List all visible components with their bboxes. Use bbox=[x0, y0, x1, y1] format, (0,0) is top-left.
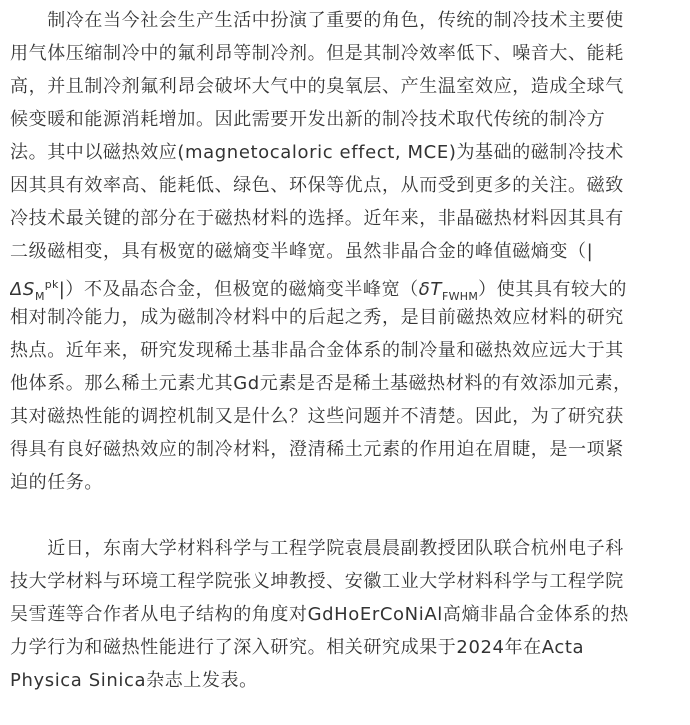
text-line: 力学行为和磁热性能进行了深入研究。相关研究成果于2024年在Acta bbox=[10, 637, 585, 658]
paragraph-background bbox=[10, 4, 686, 499]
delta-t-symbol: δT bbox=[418, 279, 442, 300]
subscript-m: M bbox=[34, 290, 45, 301]
text-line: 用气体压缩制冷中的氟利昂等制冷剂。但是其制冷效率低下、噪音大、能耗 bbox=[10, 43, 624, 64]
paragraph-research-news bbox=[10, 532, 686, 697]
text-line: 得具有良好磁热效应的制冷材料，澄清稀土元素的作用迫在眉睫，是一项紧 bbox=[10, 439, 624, 460]
delta-s-symbol: ΔS bbox=[10, 279, 35, 300]
text-line: 高，并且制冷剂氟利昂会破坏大气中的臭氧层、产生温室效应，造成全球气 bbox=[10, 76, 624, 97]
text-line: 法。其中以磁热效应(magnetocaloric effect, MCE)为基础的磁制冷技术 bbox=[10, 142, 624, 163]
text-line-with-formula bbox=[10, 268, 686, 301]
text-line: 冷技术最关键的部分在于磁热材料的选择。近年来，非晶磁热材料因其具有 bbox=[10, 208, 624, 229]
text-line: 迫的任务。 bbox=[10, 472, 103, 493]
text-line: 热点。近年来，研究发现稀土基非晶合金体系的制冷量和磁热效应远大于其 bbox=[10, 340, 624, 361]
article-body bbox=[10, 4, 686, 697]
subscript-fwhm: FWHM bbox=[441, 290, 479, 301]
text-line: 他体系。那么稀土元素尤其Gd元素是否是稀土基磁热材料的有效添加元素， bbox=[10, 373, 632, 394]
text-line: 技大学材料与环境工程学院张义坤教授、安徽工业大学材料科学与工程学院 bbox=[10, 571, 624, 592]
text-line: 二级磁相变，具有极宽的磁熵变半峰宽。虽然非晶合金的峰值磁熵变（| bbox=[10, 241, 594, 262]
text-line: 因其具有效率高、能耗低、绿色、环保等优点，从而受到更多的关注。磁致 bbox=[10, 175, 624, 196]
formula-text-part2: ）使其具有较大的 bbox=[478, 279, 627, 300]
text-line: 候变暖和能源消耗增加。因此需要开发出新的制冷技术取代传统的制冷方 bbox=[10, 109, 606, 130]
text-line: 其对磁热性能的调控机制又是什么？这些问题并不清楚。因此，为了研究获 bbox=[10, 406, 624, 427]
superscript-pk: pk bbox=[44, 278, 59, 291]
formula-text-part1: |）不及晶态合金，但极宽的磁熵变半峰宽（ bbox=[58, 279, 419, 300]
text-line: Physica Sinica杂志上发表。 bbox=[10, 670, 258, 691]
text-line: 吴雪莲等合作者从电子结构的角度对GdHoErCoNiAl高熵非晶合金体系的热 bbox=[10, 604, 629, 625]
text-line: 近日，东南大学材料科学与工程学院袁晨晨副教授团队联合杭州电子科 bbox=[10, 538, 624, 559]
paragraph-gap bbox=[10, 499, 686, 532]
text-line: 制冷在当今社会生产生活中扮演了重要的角色，传统的制冷技术主要使 bbox=[10, 10, 624, 31]
text-line: 相对制冷能力，成为磁制冷材料中的后起之秀，是目前磁热效应材料的研究 bbox=[10, 307, 624, 328]
